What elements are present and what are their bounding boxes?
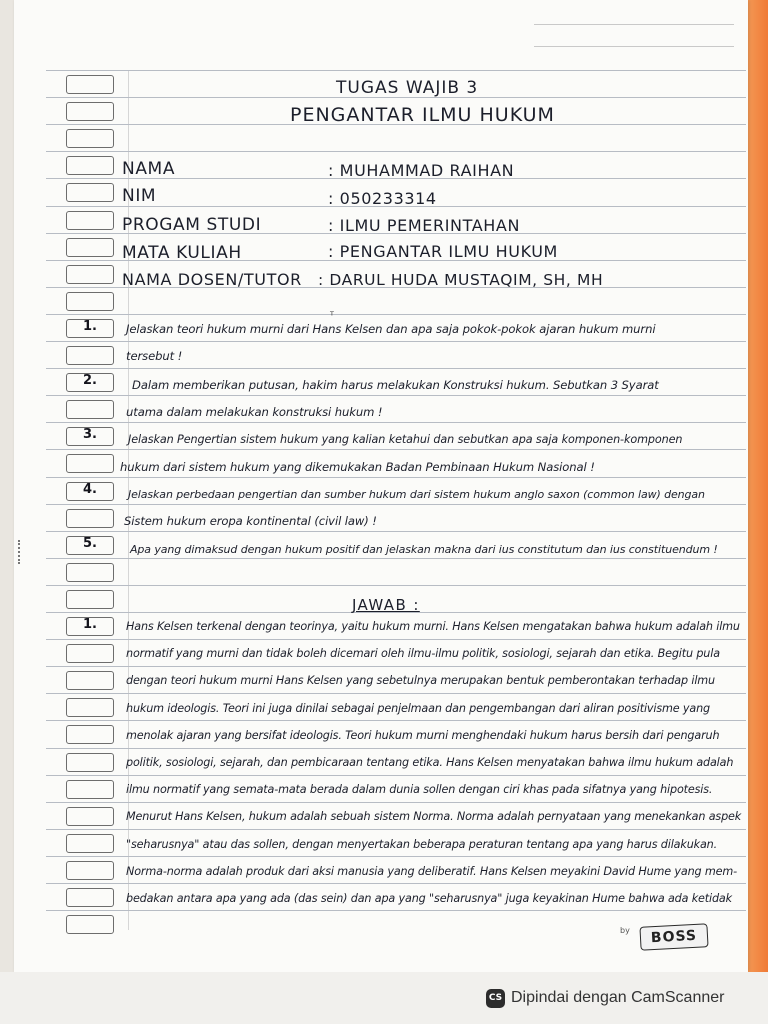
margin-box	[66, 292, 114, 311]
ruled-line	[46, 775, 746, 776]
margin-box	[66, 671, 114, 690]
margin-box	[66, 156, 114, 175]
answer-1-line: bedakan antara apa yang ada (das sein) dan apa yang "seharusnya" juga keyakinan Hume bahwa ada ketidak	[126, 892, 732, 905]
margin-box	[66, 888, 114, 907]
field-label-nama: NAMA	[122, 159, 176, 179]
field-value-nim: : 050233314	[328, 189, 437, 208]
document-title-line2: PENGANTAR ILMU HUKUM	[290, 104, 555, 126]
ruled-line	[46, 639, 746, 640]
question-3-number: 3.	[83, 427, 97, 442]
answer-1-line: hukum ideologis. Teori ini juga dinilai sebagai penjelmaan dan pengembangan dari aliran positivisme yang	[126, 702, 710, 715]
ruled-line	[46, 449, 746, 450]
margin-box	[66, 861, 114, 880]
ruled-line	[46, 368, 746, 369]
margin-box	[66, 454, 114, 473]
ruled-line	[46, 585, 746, 586]
ruled-line	[46, 829, 746, 830]
margin-box	[66, 563, 114, 582]
camscanner-label: Dipindai dengan CamScanner	[511, 989, 725, 1006]
margin-box	[66, 780, 114, 799]
ruled-line	[46, 693, 746, 694]
field-label-nim: NIM	[122, 186, 157, 206]
scan-edge-marks	[18, 540, 23, 564]
question-5-line-1: Apa yang dimaksud dengan hukum positif dan jelaskan makna dari ius constitutum dan ius constituendum !	[130, 543, 718, 556]
margin-box	[66, 238, 114, 257]
field-value-program-studi: : ILMU PEMERINTAHAN	[328, 216, 521, 235]
camscanner-badge	[486, 988, 724, 1008]
notebook-page	[14, 0, 748, 972]
camscanner-icon: CS	[486, 989, 505, 1008]
answer-1-line: dengan teori hukum murni Hans Kelsen yang sebetulnya merupakan bentuk pemberontakan terhadap ilmu	[126, 674, 715, 687]
ruled-line	[46, 720, 746, 721]
question-3-line-1: Jelaskan Pengertian sistem hukum yang kalian ketahui dan sebutkan apa saja komponen-komponen	[128, 433, 683, 446]
ruled-line	[46, 151, 746, 152]
answer-1-line: normatif yang murni dan tidak boleh dicemari oleh ilmu-ilmu politik, sosiologi, sejarah dan etika. Begitu pula	[126, 647, 720, 660]
answer-heading: JAWAB :	[352, 596, 420, 614]
answer-1-line: Menurut Hans Kelsen, hukum adalah sebuah sistem Norma. Norma adalah pernyataan yang menekankan aspek	[126, 810, 742, 823]
margin-box	[66, 807, 114, 826]
margin-box	[66, 373, 114, 392]
pen-mark: ᵀ	[330, 311, 334, 322]
ruled-line	[46, 531, 746, 532]
question-1-line-2: tersebut !	[126, 349, 183, 363]
margin-box	[66, 644, 114, 663]
ruled-line	[46, 341, 746, 342]
margin-box	[66, 617, 114, 636]
ruled-line	[46, 422, 746, 423]
ruled-line	[46, 477, 746, 478]
question-2-line-1: Dalam memberikan putusan, hakim harus melakukan Konstruksi hukum. Sebutkan 3 Syarat	[132, 378, 659, 392]
field-value-nama: : MUHAMMAD RAIHAN	[328, 161, 515, 180]
field-label-nama-dosen: NAMA DOSEN/TUTOR	[122, 270, 302, 289]
margin-box	[66, 400, 114, 419]
ruled-line	[46, 558, 746, 559]
answer-1-number: 1.	[83, 617, 97, 632]
question-2-number: 2.	[83, 373, 97, 388]
ruled-line	[46, 395, 746, 396]
margin-box	[66, 536, 114, 555]
ruled-line	[46, 802, 746, 803]
field-value-mata-kuliah: : PENGANTAR ILMU HUKUM	[328, 242, 558, 261]
margin-box	[66, 482, 114, 501]
answer-1-line: menolak ajaran yang bersifat ideologis. Teori hukum murni menghendaki hukum harus bersih dari pengaruh	[126, 729, 720, 742]
field-value-nama-dosen: : DARUL HUDA MUSTAQIM, SH, MH	[318, 271, 604, 289]
field-label-program-studi: PROGAM STUDI	[122, 215, 262, 235]
margin-box	[66, 753, 114, 772]
ruled-line	[46, 856, 746, 857]
ruled-line	[46, 70, 746, 71]
ruled-line	[46, 666, 746, 667]
ruled-line	[46, 910, 746, 911]
field-label-mata-kuliah: MATA KULIAH	[122, 243, 242, 263]
question-5-number: 5.	[83, 536, 97, 551]
margin-box	[66, 346, 114, 365]
answer-1-line: "seharusnya" atau das sollen, dengan menyertakan beberapa peraturan tentang apa yang harus dilakukan.	[126, 838, 718, 851]
margin-box	[66, 698, 114, 717]
ruled-line	[46, 504, 746, 505]
margin-box	[66, 725, 114, 744]
ruled-line	[46, 883, 746, 884]
boss-stamp-logo	[639, 923, 708, 951]
question-2-line-2: utama dalam melakukan konstruksi hukum !	[126, 405, 383, 419]
margin-box	[66, 319, 114, 338]
answer-1-line: Norma-norma adalah produk dari aksi manusia yang deliberatif. Hans Kelsen meyakini David Hume yang mem-	[126, 865, 738, 878]
ruled-line	[46, 314, 746, 315]
document-title-line1: TUGAS WAJIB 3	[336, 78, 479, 98]
question-1-line-1: Jelaskan teori hukum murni dari Hans Kelsen dan apa saja pokok-pokok ajaran hukum murni	[126, 322, 656, 336]
margin-box	[66, 211, 114, 230]
question-1-number: 1.	[83, 319, 97, 334]
stamp-prefix: by	[620, 926, 630, 935]
margin-box	[66, 183, 114, 202]
margin-box	[66, 915, 114, 934]
margin-box	[66, 427, 114, 446]
answer-1-line: politik, sosiologi, sejarah, dan pembicaraan tentang etika. Hans Kelsen menyatakan bahwa ilmu hukum adalah	[126, 756, 734, 769]
question-4-line-2: Sistem hukum eropa kontinental (civil law) !	[124, 514, 377, 528]
margin-box	[66, 265, 114, 284]
question-3-line-2: hukum dari sistem hukum yang dikemukakan Badan Pembinaan Hukum Nasional !	[120, 460, 595, 474]
margin-box	[66, 509, 114, 528]
answer-1-line: ilmu normatif yang semata-mata berada dalam dunia sollen dengan ciri khas pada sifatnya yang hipotesis.	[126, 783, 713, 796]
margin-box	[66, 590, 114, 609]
question-4-number: 4.	[83, 482, 97, 497]
ruled-line	[46, 748, 746, 749]
answer-1-line: Hans Kelsen terkenal dengan teorinya, yaitu hukum murni. Hans Kelsen mengatakan bahwa hukum adalah ilmu	[126, 620, 740, 633]
margin-box	[66, 834, 114, 853]
margin-box	[66, 102, 114, 121]
margin-box	[66, 129, 114, 148]
question-4-line-1: Jelaskan perbedaan pengertian dan sumber hukum dari sistem hukum anglo saxon (common law) dengan	[128, 488, 705, 501]
margin-box	[66, 75, 114, 94]
boss-stamp-text: BOSS	[650, 927, 698, 947]
